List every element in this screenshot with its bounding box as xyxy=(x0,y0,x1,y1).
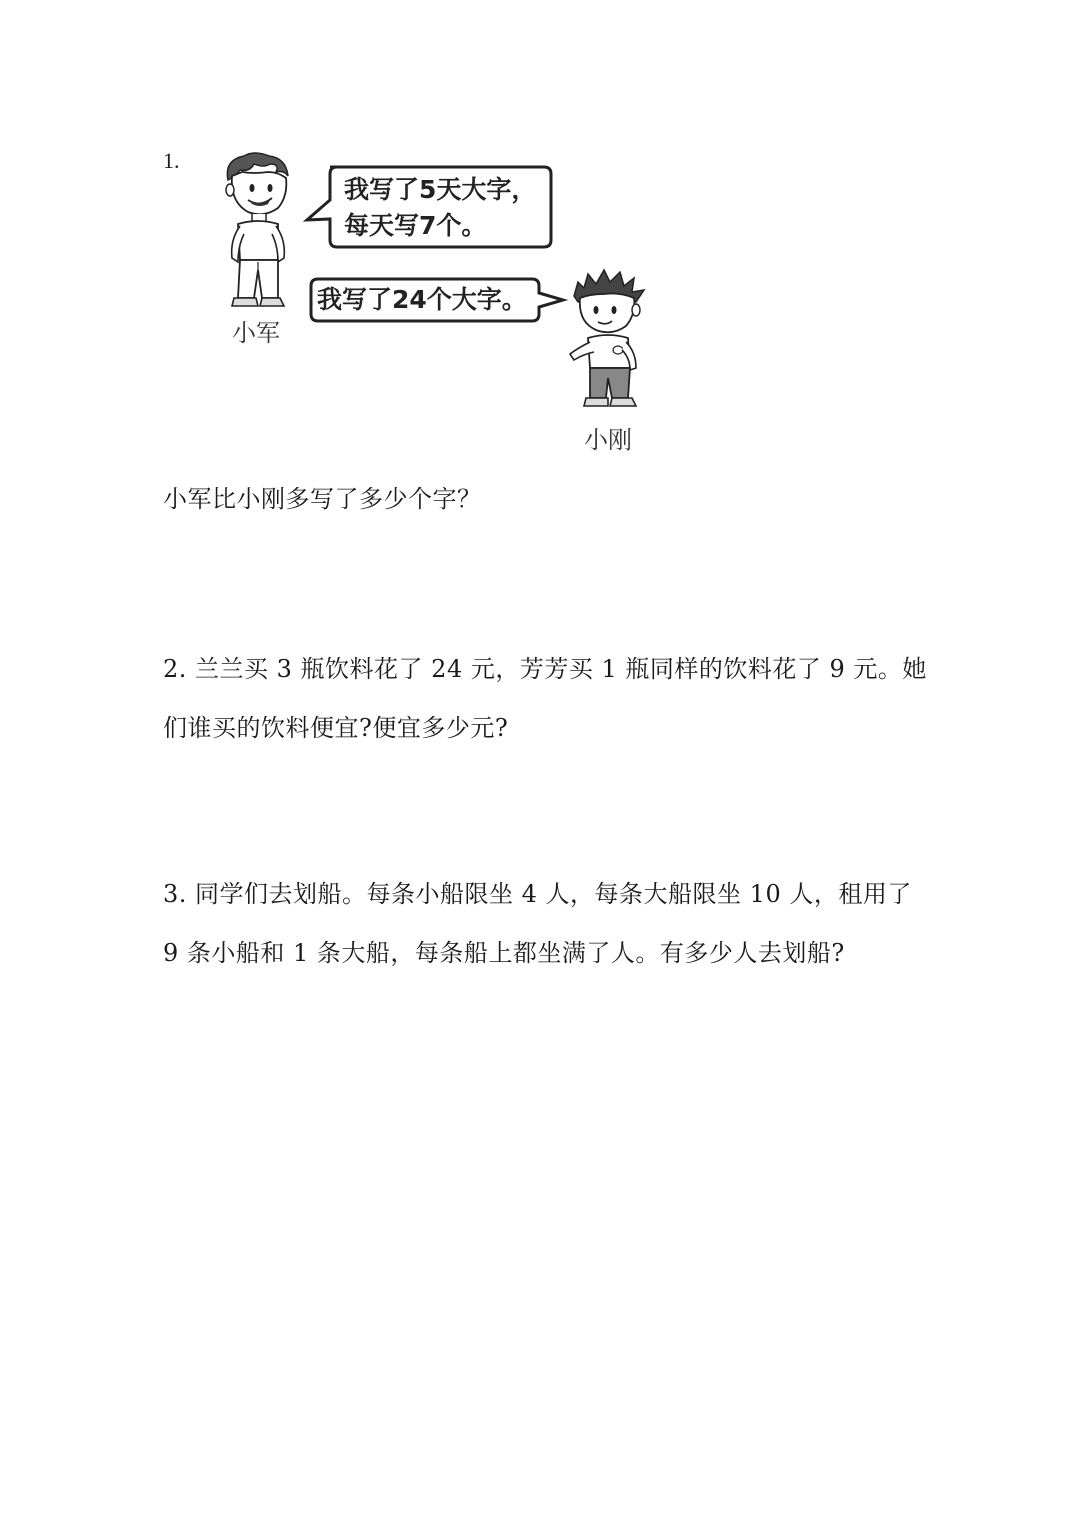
question-1-number: 1. xyxy=(163,148,180,173)
question-3-line-1: 3. 同学们去划船。每条小船限坐 4 人，每条大船限坐 10 人，租用了 xyxy=(163,880,912,908)
question-3-line-2: 9 条小船和 1 条大船，每条船上都坐满了人。有多少人去划船? xyxy=(163,939,845,967)
xiaojun-bubble-line-1: 我写了5天大字， xyxy=(344,175,537,204)
boy-xiaojun-illustration xyxy=(214,150,304,315)
xiaojun-bubble-line-2: 每天写7个。 xyxy=(344,211,487,240)
boy-xiaogang-illustration xyxy=(564,268,654,418)
name-label-xiaojun: 小军 xyxy=(232,319,280,347)
question-2-line-1: 2. 兰兰买 3 瓶饮料花了 24 元，芳芳买 1 瓶同样的饮料花了 9 元。她 xyxy=(163,655,927,683)
name-label-xiaogang: 小刚 xyxy=(584,426,632,454)
question-2-line-2: 们谁买的饮料便宜?便宜多少元? xyxy=(163,714,509,742)
question-1-text: 小军比小刚多写了多少个字？ xyxy=(163,485,482,513)
xiaogang-bubble-text: 我写了24个大字。 xyxy=(317,285,527,314)
